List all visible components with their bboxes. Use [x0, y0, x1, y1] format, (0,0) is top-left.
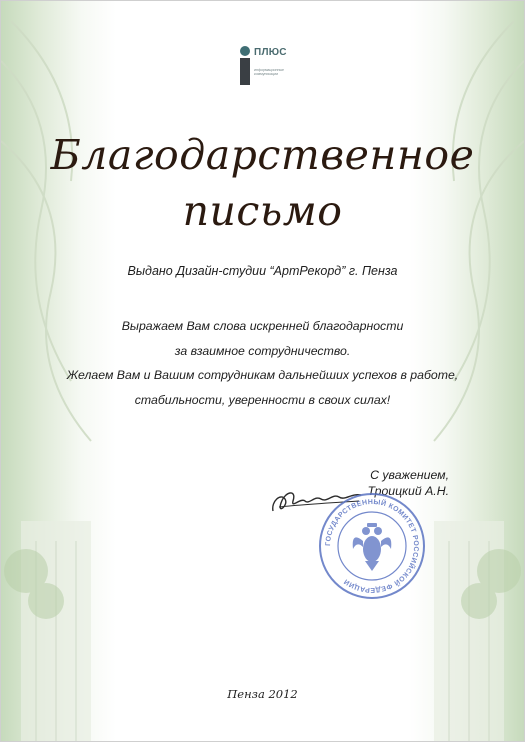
- body-line-3: Желаем Вам и Вашим сотрудникам дальнейших успехов в работе,: [66, 368, 459, 382]
- logo-name: ПЛЮС: [254, 47, 287, 58]
- body-line-2: за взаимное сотрудничество.: [174, 344, 351, 358]
- issued-to-text: Выдано Дизайн-студии “АртРекорд” г. Пенза: [127, 264, 398, 278]
- stamp-text-path: ГОСУДАРСТВЕННЫЙ КОМИТЕТ РОССИЙСКОЙ ФЕДЕРАЦИИ: [324, 498, 420, 594]
- company-logo: [239, 45, 299, 87]
- title-line-1: Благодарственное: [50, 131, 475, 179]
- title-line-2: письмо: [182, 187, 343, 235]
- logo-tagline: информационные коммуникации: [254, 68, 285, 76]
- plus-logo-mark-icon: [239, 45, 251, 85]
- body-line-1: Выражаем Вам слова искренней благодарности: [121, 319, 404, 333]
- double-headed-eagle-icon: [353, 523, 392, 571]
- official-stamp-icon: [317, 491, 427, 601]
- closing-text: С уважением,: [370, 468, 449, 482]
- body-line-4: стабильности, уверенности в своих силах!: [134, 393, 391, 407]
- signer-name: Троицкий А.Н.: [367, 484, 449, 498]
- footer-place-year: Пенза 2012: [227, 687, 298, 701]
